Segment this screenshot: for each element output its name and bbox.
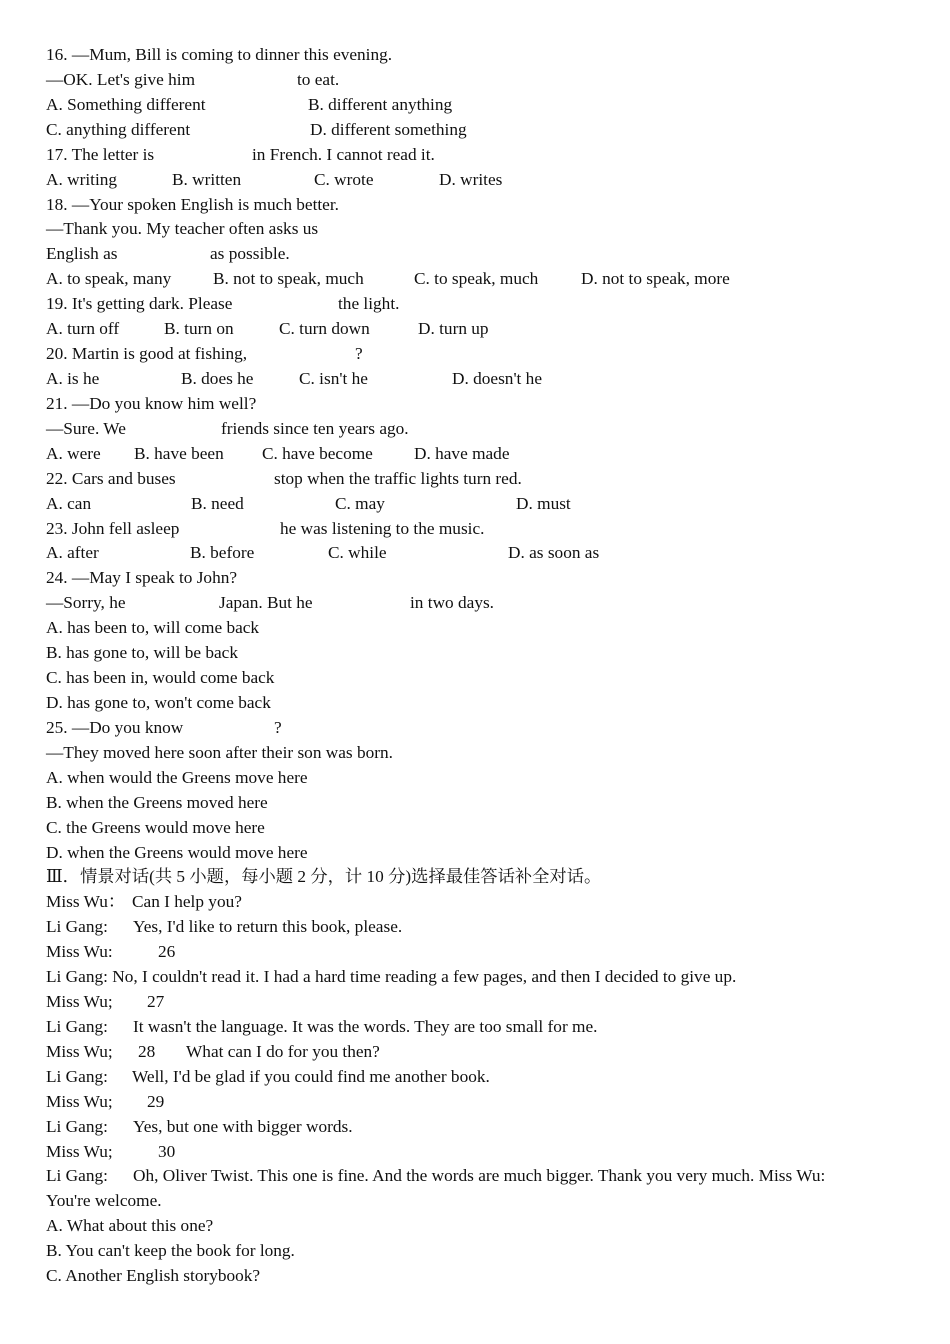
q23-option-a: A. after	[46, 543, 99, 563]
q24-reply-a: —Sorry, he	[46, 593, 126, 613]
q16-option-c: C. anything different	[46, 119, 191, 139]
q24-option-d-line	[46, 691, 926, 716]
q24-stem-text: 24. —May I speak to John?	[46, 568, 238, 588]
q25-option-a-line	[46, 766, 926, 791]
section3-option-a: A. What about this one?	[46, 1216, 214, 1236]
section3-option-a-line	[46, 1214, 926, 1239]
q18-option-a: A. to speak, many	[46, 269, 172, 289]
dialogue-line-4	[46, 965, 926, 990]
q21-reply	[46, 417, 926, 442]
dialogue-line-5	[46, 990, 926, 1015]
dialogue-line-6	[46, 1015, 926, 1040]
q22-option-a: A. can	[46, 493, 92, 513]
blank-number-28: 28	[138, 1041, 156, 1061]
q18-stem-text: 18. —Your spoken English is much better.	[46, 194, 339, 214]
q24-option-a-line	[46, 616, 926, 641]
q20-option-d: D. doesn't he	[452, 368, 542, 388]
section3-heading-text: Ⅲ．情景对话(共 5 小题，每小题 2 分，计 10 分)选择最佳答话补全对话。	[46, 867, 602, 887]
q23-stem-a: 23. John fell asleep	[46, 518, 180, 538]
q25-reply-text: —They moved here soon after their son was born.	[46, 742, 393, 762]
q23-option-d: D. as soon as	[508, 543, 600, 563]
dialogue-text: What can I do for you then?	[186, 1041, 380, 1061]
q17-stem-a: 17. The letter is	[46, 144, 155, 164]
q24-option-d: D. has gone to, won't come back	[46, 692, 271, 712]
dialogue-line-13	[46, 1189, 926, 1214]
q16-options-row1	[46, 93, 926, 118]
q19-option-b: B. turn on	[164, 319, 234, 339]
q18-options	[46, 267, 926, 292]
q23-options	[46, 541, 926, 566]
dialogue-text: Well, I'd be glad if you could find me another book.	[132, 1066, 490, 1086]
q24-option-b-line	[46, 641, 926, 666]
q25-option-b: B. when the Greens moved here	[46, 792, 268, 812]
q20-stem-a: 20. Martin is good at fishing,	[46, 344, 248, 364]
q18-stem	[46, 193, 926, 218]
q20-options	[46, 367, 926, 392]
blank-number-30: 30	[158, 1141, 176, 1161]
q18-reply-text: —Thank you. My teacher often asks us	[46, 219, 319, 239]
q24-option-a: A. has been to, will come back	[46, 618, 260, 638]
q25-stem-b: ?	[274, 717, 282, 737]
dialogue-text: Yes, I'd like to return this book, please.	[133, 917, 403, 937]
q16-reply-a: —OK. Let's give him	[46, 69, 196, 89]
q25-option-c: C. the Greens would move here	[46, 817, 265, 837]
q17-options	[46, 168, 926, 193]
dialogue-line-11	[46, 1140, 926, 1165]
dialogue-text: It wasn't the language. It was the words. They are too small for me.	[133, 1016, 598, 1036]
q22-option-d: D. must	[516, 493, 571, 513]
dialogue-line-8	[46, 1065, 926, 1090]
q22-stem	[46, 467, 926, 492]
q17-option-a: A. writing	[46, 169, 118, 189]
q23-stem	[46, 517, 926, 542]
section3-option-c-line	[46, 1264, 926, 1289]
q20-option-a: A. is he	[46, 368, 100, 388]
section3-heading	[46, 865, 926, 890]
q25-stem-a: 25. —Do you know	[46, 717, 184, 737]
q18-cont-a: English as	[46, 244, 118, 264]
q24-option-c-line	[46, 666, 926, 691]
q18-option-b: B. not to speak, much	[213, 269, 364, 289]
speaker-li-gang: Li Gang:	[46, 1166, 108, 1186]
exam-page	[46, 43, 926, 1289]
q19-stem-a: 19. It's getting dark. Please	[46, 294, 233, 314]
q23-option-c: C. while	[328, 543, 387, 563]
q25-option-a: A. when would the Greens move here	[46, 767, 308, 787]
q16-option-b: B. different anything	[308, 94, 453, 114]
dialogue-line-1	[46, 890, 926, 915]
dialogue-line-12	[46, 1164, 926, 1189]
q23-option-b: B. before	[190, 543, 255, 563]
q24-stem	[46, 566, 926, 591]
dialogue-text: Can I help you?	[132, 892, 242, 912]
q19-stem	[46, 292, 926, 317]
q20-option-b: B. does he	[181, 368, 254, 388]
q22-option-c: C. may	[335, 493, 385, 513]
q16-reply	[46, 68, 926, 93]
q25-option-c-line	[46, 816, 926, 841]
section3-option-b-line	[46, 1239, 926, 1264]
dialogue-text: Yes, but one with bigger words.	[133, 1116, 353, 1136]
q20-stem	[46, 342, 926, 367]
dialogue-line-10	[46, 1115, 926, 1140]
q16-option-d: D. different something	[310, 119, 467, 139]
dialogue-line-2	[46, 915, 926, 940]
q23-stem-b: he was listening to the music.	[280, 518, 485, 538]
q24-reply-c: in two days.	[410, 593, 495, 613]
q18-option-d: D. not to speak, more	[581, 269, 730, 289]
blank-number-29: 29	[147, 1091, 165, 1111]
dialogue-text: Li Gang: No, I couldn't read it. I had a hard time reading a few pages, and then I decided to give up.	[46, 967, 737, 987]
q24-reply	[46, 591, 926, 616]
q16-reply-b: to eat.	[297, 69, 340, 89]
q24-option-c: C. has been in, would come back	[46, 668, 275, 688]
q22-stem-a: 22. Cars and buses	[46, 468, 176, 488]
q17-stem-b: in French. I cannot read it.	[252, 144, 435, 164]
dialogue-text: Oh, Oliver Twist. This one is fine. And the words are much bigger. Thank you very much. Miss Wu:	[133, 1166, 826, 1186]
dialogue-line-7	[46, 1040, 926, 1065]
q19-option-a: A. turn off	[46, 319, 120, 339]
q21-stem-text: 21. —Do you know him well?	[46, 393, 257, 413]
q19-options	[46, 317, 926, 342]
q19-option-d: D. turn up	[418, 319, 489, 339]
q17-option-d: D. writes	[439, 169, 503, 189]
q25-option-d-line	[46, 841, 926, 866]
section3-option-c: C. Another English storybook?	[46, 1266, 261, 1286]
speaker-miss-wu: Miss Wu;	[46, 1041, 113, 1061]
q18-cont-b: as possible.	[210, 244, 290, 264]
q21-option-b: B. have been	[134, 443, 224, 463]
q25-stem	[46, 716, 926, 741]
blank-number-27: 27	[147, 992, 165, 1012]
speaker-miss-wu: Miss Wu：	[46, 892, 126, 912]
speaker-li-gang: Li Gang:	[46, 917, 108, 937]
q21-option-a: A. were	[46, 443, 101, 463]
q25-reply	[46, 741, 926, 766]
q24-reply-b: Japan. But he	[219, 593, 313, 613]
dialogue-text: You're welcome.	[46, 1191, 162, 1211]
speaker-miss-wu: Miss Wu;	[46, 992, 113, 1012]
q21-reply-b: friends since ten years ago.	[221, 418, 409, 438]
q25-option-b-line	[46, 791, 926, 816]
q22-stem-b: stop when the traffic lights turn red.	[274, 468, 522, 488]
q17-option-c: C. wrote	[314, 169, 374, 189]
q16-option-a: A. Something different	[46, 94, 206, 114]
q21-stem	[46, 392, 926, 417]
blank-number-26: 26	[158, 942, 176, 962]
q16-options-row2	[46, 118, 926, 143]
q22-options	[46, 492, 926, 517]
q19-option-c: C. turn down	[279, 319, 370, 339]
speaker-li-gang: Li Gang:	[46, 1066, 108, 1086]
q16-stem-text: 16. —Mum, Bill is coming to dinner this evening.	[46, 45, 393, 64]
q21-option-c: C. have become	[262, 443, 373, 463]
q16-stem	[46, 43, 926, 68]
speaker-miss-wu: Miss Wu;	[46, 1091, 113, 1111]
q18-continuation	[46, 242, 926, 267]
q17-option-b: B. written	[172, 169, 242, 189]
q18-option-c: C. to speak, much	[414, 269, 539, 289]
speaker-miss-wu: Miss Wu:	[46, 942, 113, 962]
q19-stem-b: the light.	[338, 294, 400, 314]
q21-reply-a: —Sure. We	[46, 418, 126, 438]
q21-options	[46, 442, 926, 467]
speaker-li-gang: Li Gang:	[46, 1116, 108, 1136]
speaker-li-gang: Li Gang:	[46, 1016, 108, 1036]
q22-option-b: B. need	[191, 493, 244, 513]
q20-stem-b: ?	[355, 344, 363, 364]
q20-option-c: C. isn't he	[299, 368, 368, 388]
q17-stem	[46, 143, 926, 168]
q21-option-d: D. have made	[414, 443, 510, 463]
dialogue-line-3	[46, 940, 926, 965]
section3-option-b: B. You can't keep the book for long.	[46, 1241, 295, 1261]
q18-reply	[46, 217, 926, 242]
speaker-miss-wu: Miss Wu;	[46, 1141, 113, 1161]
q25-option-d: D. when the Greens would move here	[46, 842, 308, 862]
dialogue-line-9	[46, 1090, 926, 1115]
q24-option-b: B. has gone to, will be back	[46, 643, 238, 663]
